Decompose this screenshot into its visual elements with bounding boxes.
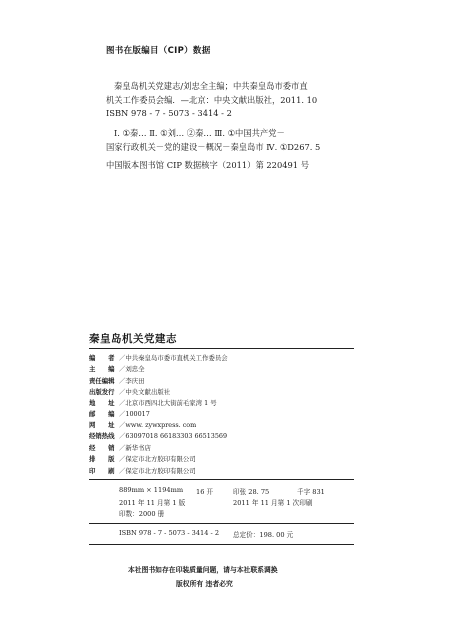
info-label: 邮 编 (89, 410, 115, 418)
info-label: 经 销 (89, 444, 115, 452)
info-label: 出版发行 (89, 388, 115, 396)
info-value: ／中央文献出版社 (119, 388, 171, 396)
cip-subject-line2: 国家行政机关－党的建设－概况－秦皇岛市 Ⅳ. ①D267. 5 (106, 142, 321, 152)
info-value: ／保定市北方胶印有限公司 (119, 467, 196, 475)
info-value: ／63097018 66183303 66513569 (119, 432, 228, 440)
spec-kai: 16 开 (196, 488, 214, 496)
info-label: 地 址 (89, 399, 115, 407)
quality-notice: 本社图书如存在印装质量问题，请与本社联系调换 (128, 566, 278, 574)
info-label: 主 编 (89, 365, 115, 373)
cip-subject-line1: Ⅰ. ①秦… Ⅱ. ①刘… ②秦… Ⅲ. ①中国共产党－ (114, 128, 285, 138)
info-label: 经销热线 (89, 432, 115, 440)
info-value: ／www. zywxpress. com (119, 421, 197, 429)
spec-format: 889mm × 1194mm (119, 486, 184, 494)
info-label: 网 址 (89, 421, 115, 429)
spec-words: 千字 831 (297, 488, 325, 496)
info-label: 责任编辑 (89, 377, 115, 385)
info-value: ／保定市北方胶印有限公司 (119, 455, 196, 463)
spec-printing: 2011 年 11 月第 1 次印刷 (233, 499, 313, 507)
cip-entry-line2: 机关工作委员会编．—北京：中央文献出版社，2011. 10 (106, 95, 318, 105)
spec-isbn: ISBN 978 - 7 - 5073 - 3414 - 2 (119, 529, 220, 537)
info-label: 编 者 (89, 354, 115, 362)
info-value: ／北京市西四北大街前毛家湾 1 号 (119, 399, 217, 407)
spec-price: 总定价：198. 00 元 (233, 531, 294, 539)
spec-divider-bottom (89, 544, 354, 545)
info-value: ／中共秦皇岛市委市直机关工作委员会 (119, 354, 228, 362)
spec-divider-middle (89, 523, 354, 524)
info-value: ／新华书店 (119, 444, 151, 452)
info-value: ／李庆田 (119, 377, 145, 385)
cip-catalog-number: 中国版本图书馆 CIP 数据核字（2011）第 220491 号 (106, 160, 309, 170)
title-divider (89, 348, 354, 349)
info-value: ／刘忠全 (119, 365, 145, 373)
info-label: 排 版 (89, 455, 115, 463)
info-value: ／100017 (119, 410, 150, 418)
info-label: 印 刷 (89, 467, 115, 475)
rights-notice: 版权所有 违者必究 (176, 580, 233, 588)
cip-isbn: ISBN 978 - 7 - 5073 - 3414 - 2 (106, 108, 232, 118)
spec-edition: 2011 年 11 月第 1 版 (119, 499, 186, 507)
spec-divider-top (89, 479, 354, 480)
book-title: 秦皇岛机关党建志 (89, 333, 177, 345)
cip-title: 图书在版编目（CIP）数据 (106, 46, 211, 56)
spec-sheets: 印张 28. 75 (233, 488, 270, 496)
spec-copies: 印数：2000 册 (119, 510, 165, 518)
cip-entry-line1: 秦皇岛机关党建志/刘忠全主编；中共秦皇岛市委市直 (114, 81, 308, 91)
